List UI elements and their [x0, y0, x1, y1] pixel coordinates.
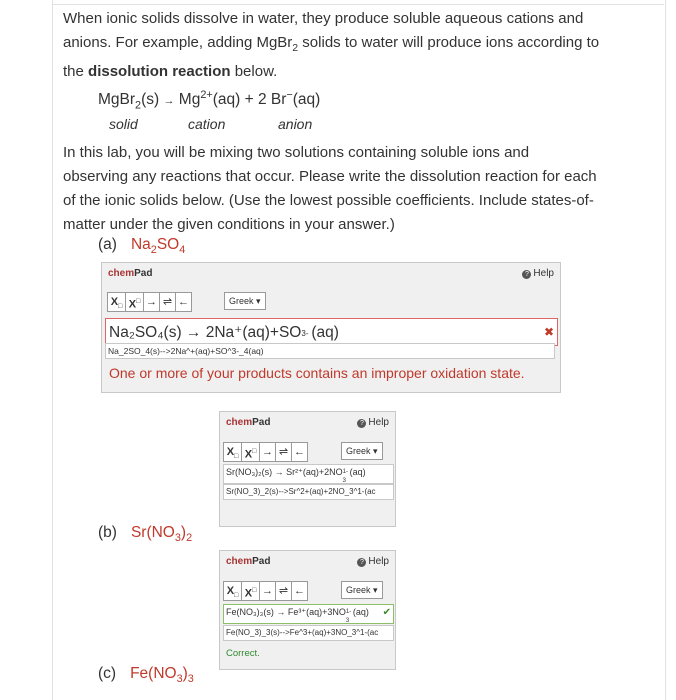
intro-line-1: When ionic solids dissolve in water, they produce soluble aqueous cations and: [63, 10, 584, 27]
chempad-c: [219, 550, 396, 670]
chempad-title: chemPad: [226, 556, 271, 567]
chempad-toolbar: [223, 442, 307, 462]
part-c-label: (c) $Fe(NO_3)_3$: [98, 665, 194, 686]
chempad-c-correct-message: Correct.: [226, 648, 260, 659]
part-c-formula: $Fe(NO_3)_3$: [130, 665, 194, 686]
help-button[interactable]: ? Help: [357, 417, 389, 428]
backarrow-button[interactable]: ←: [291, 581, 308, 601]
superscript-button[interactable]: X□: [241, 581, 260, 601]
superscript-button[interactable]: X□: [125, 292, 144, 312]
chempad-title: chemPad: [226, 417, 271, 428]
intro-line-3: the dissolution reaction below.: [63, 63, 278, 80]
chempad-c-rendered: Fe(NO₃)₃(s) → Fe³⁺(aq)+3NO 1- 3 (aq): [226, 607, 369, 624]
instructions-line-4: matter under the given conditions in your answer.): [63, 216, 395, 233]
help-icon: ?: [522, 270, 531, 279]
chempad-a-raw-input[interactable]: Na_2SO_4(s)-->2Na^+(aq)+SO^3-_4(aq): [105, 343, 555, 359]
chempad-a-entry[interactable]: [105, 318, 558, 346]
chempad-toolbar: [107, 292, 191, 312]
greek-dropdown[interactable]: Greek ▾: [341, 442, 383, 460]
chempad-c-raw-input[interactable]: Fe(NO_3)_3(s)-->Fe^3+(aq)+3NO_3^1-(ac: [223, 625, 394, 641]
subscript-button[interactable]: $X_□$: [223, 442, 242, 462]
arrow-button[interactable]: →: [259, 581, 276, 601]
chempad-b: [219, 411, 396, 527]
backarrow-button[interactable]: ←: [175, 292, 192, 312]
chempad-a: [101, 262, 561, 393]
instructions-line-2: observing any reactions that occur. Please write the dissolution reaction for each: [63, 168, 597, 185]
label-cation: cation: [188, 116, 226, 132]
subscript-button[interactable]: $X_□$: [223, 581, 242, 601]
dissolution-reaction-term: dissolution reaction: [88, 63, 231, 80]
subscript-button[interactable]: $X_□$: [107, 292, 126, 312]
help-button[interactable]: ? Help: [357, 556, 389, 567]
greek-dropdown[interactable]: Greek ▾: [341, 581, 383, 599]
instructions-paragraph: [63, 141, 658, 237]
chempad-b-rendered: Sr(NO₃)₂(s) → Sr²⁺(aq)+2NO 1- 3 (aq): [226, 467, 366, 484]
chempad-toolbar: [223, 581, 307, 601]
chempad-a-rendered: Na₂SO₄(s) → 2Na⁺(aq)+SO 3- (aq): [109, 324, 339, 341]
part-b-formula: $Sr(NO_3)_2$: [130, 524, 193, 545]
chempad-b-raw-input[interactable]: Sr(NO_3)_2(s)-->Sr^2+(aq)+2NO_3^1-(ac: [223, 484, 394, 500]
label-anion: anion: [278, 116, 313, 132]
instructions-line-1: In this lab, you will be mixing two solutions containing soluble ions and: [63, 144, 530, 161]
chempad-a-error-message: One or more of your products contains an improper oxidation state.: [109, 365, 525, 381]
incorrect-icon: ✖: [543, 325, 554, 339]
help-icon: ?: [357, 558, 366, 567]
top-divider: [52, 4, 664, 5]
superscript-button[interactable]: X□: [241, 442, 260, 462]
equilibrium-button[interactable]: ⇌: [275, 581, 292, 601]
equilibrium-button[interactable]: ⇌: [159, 292, 176, 312]
example-equation: MgBr$_2$(s) → $Mg^{2+}(aq) + 2$ Br−(aq): [98, 89, 321, 112]
intro-paragraph: [63, 7, 658, 84]
chempad-b-entry[interactable]: [223, 464, 394, 484]
label-solid: solid: [109, 116, 138, 132]
intro-line-2: anions. For example, adding MgBr$_2$ solids to water will produce ions according to: [63, 34, 600, 54]
help-button[interactable]: ? Help: [522, 268, 554, 279]
chempad-c-entry[interactable]: [223, 604, 394, 624]
chempad-title: chemPad: [108, 268, 153, 279]
arrow-button[interactable]: →: [143, 292, 160, 312]
instructions-line-3: of the ionic solids below. (Use the lowest possible coefficients. Include states-of-: [63, 192, 594, 209]
correct-check-icon: ✔: [382, 607, 391, 618]
arrow-button[interactable]: →: [259, 442, 276, 462]
backarrow-button[interactable]: ←: [291, 442, 308, 462]
greek-dropdown[interactable]: Greek ▾: [224, 292, 266, 310]
part-a-label: (a) $Na_2SO_4$: [98, 236, 186, 257]
part-b-label: (b) $Sr(NO_3)_2$: [98, 524, 193, 545]
part-a-formula: $Na_2SO_4$: [130, 236, 186, 257]
equilibrium-button[interactable]: ⇌: [275, 442, 292, 462]
help-icon: ?: [357, 419, 366, 428]
